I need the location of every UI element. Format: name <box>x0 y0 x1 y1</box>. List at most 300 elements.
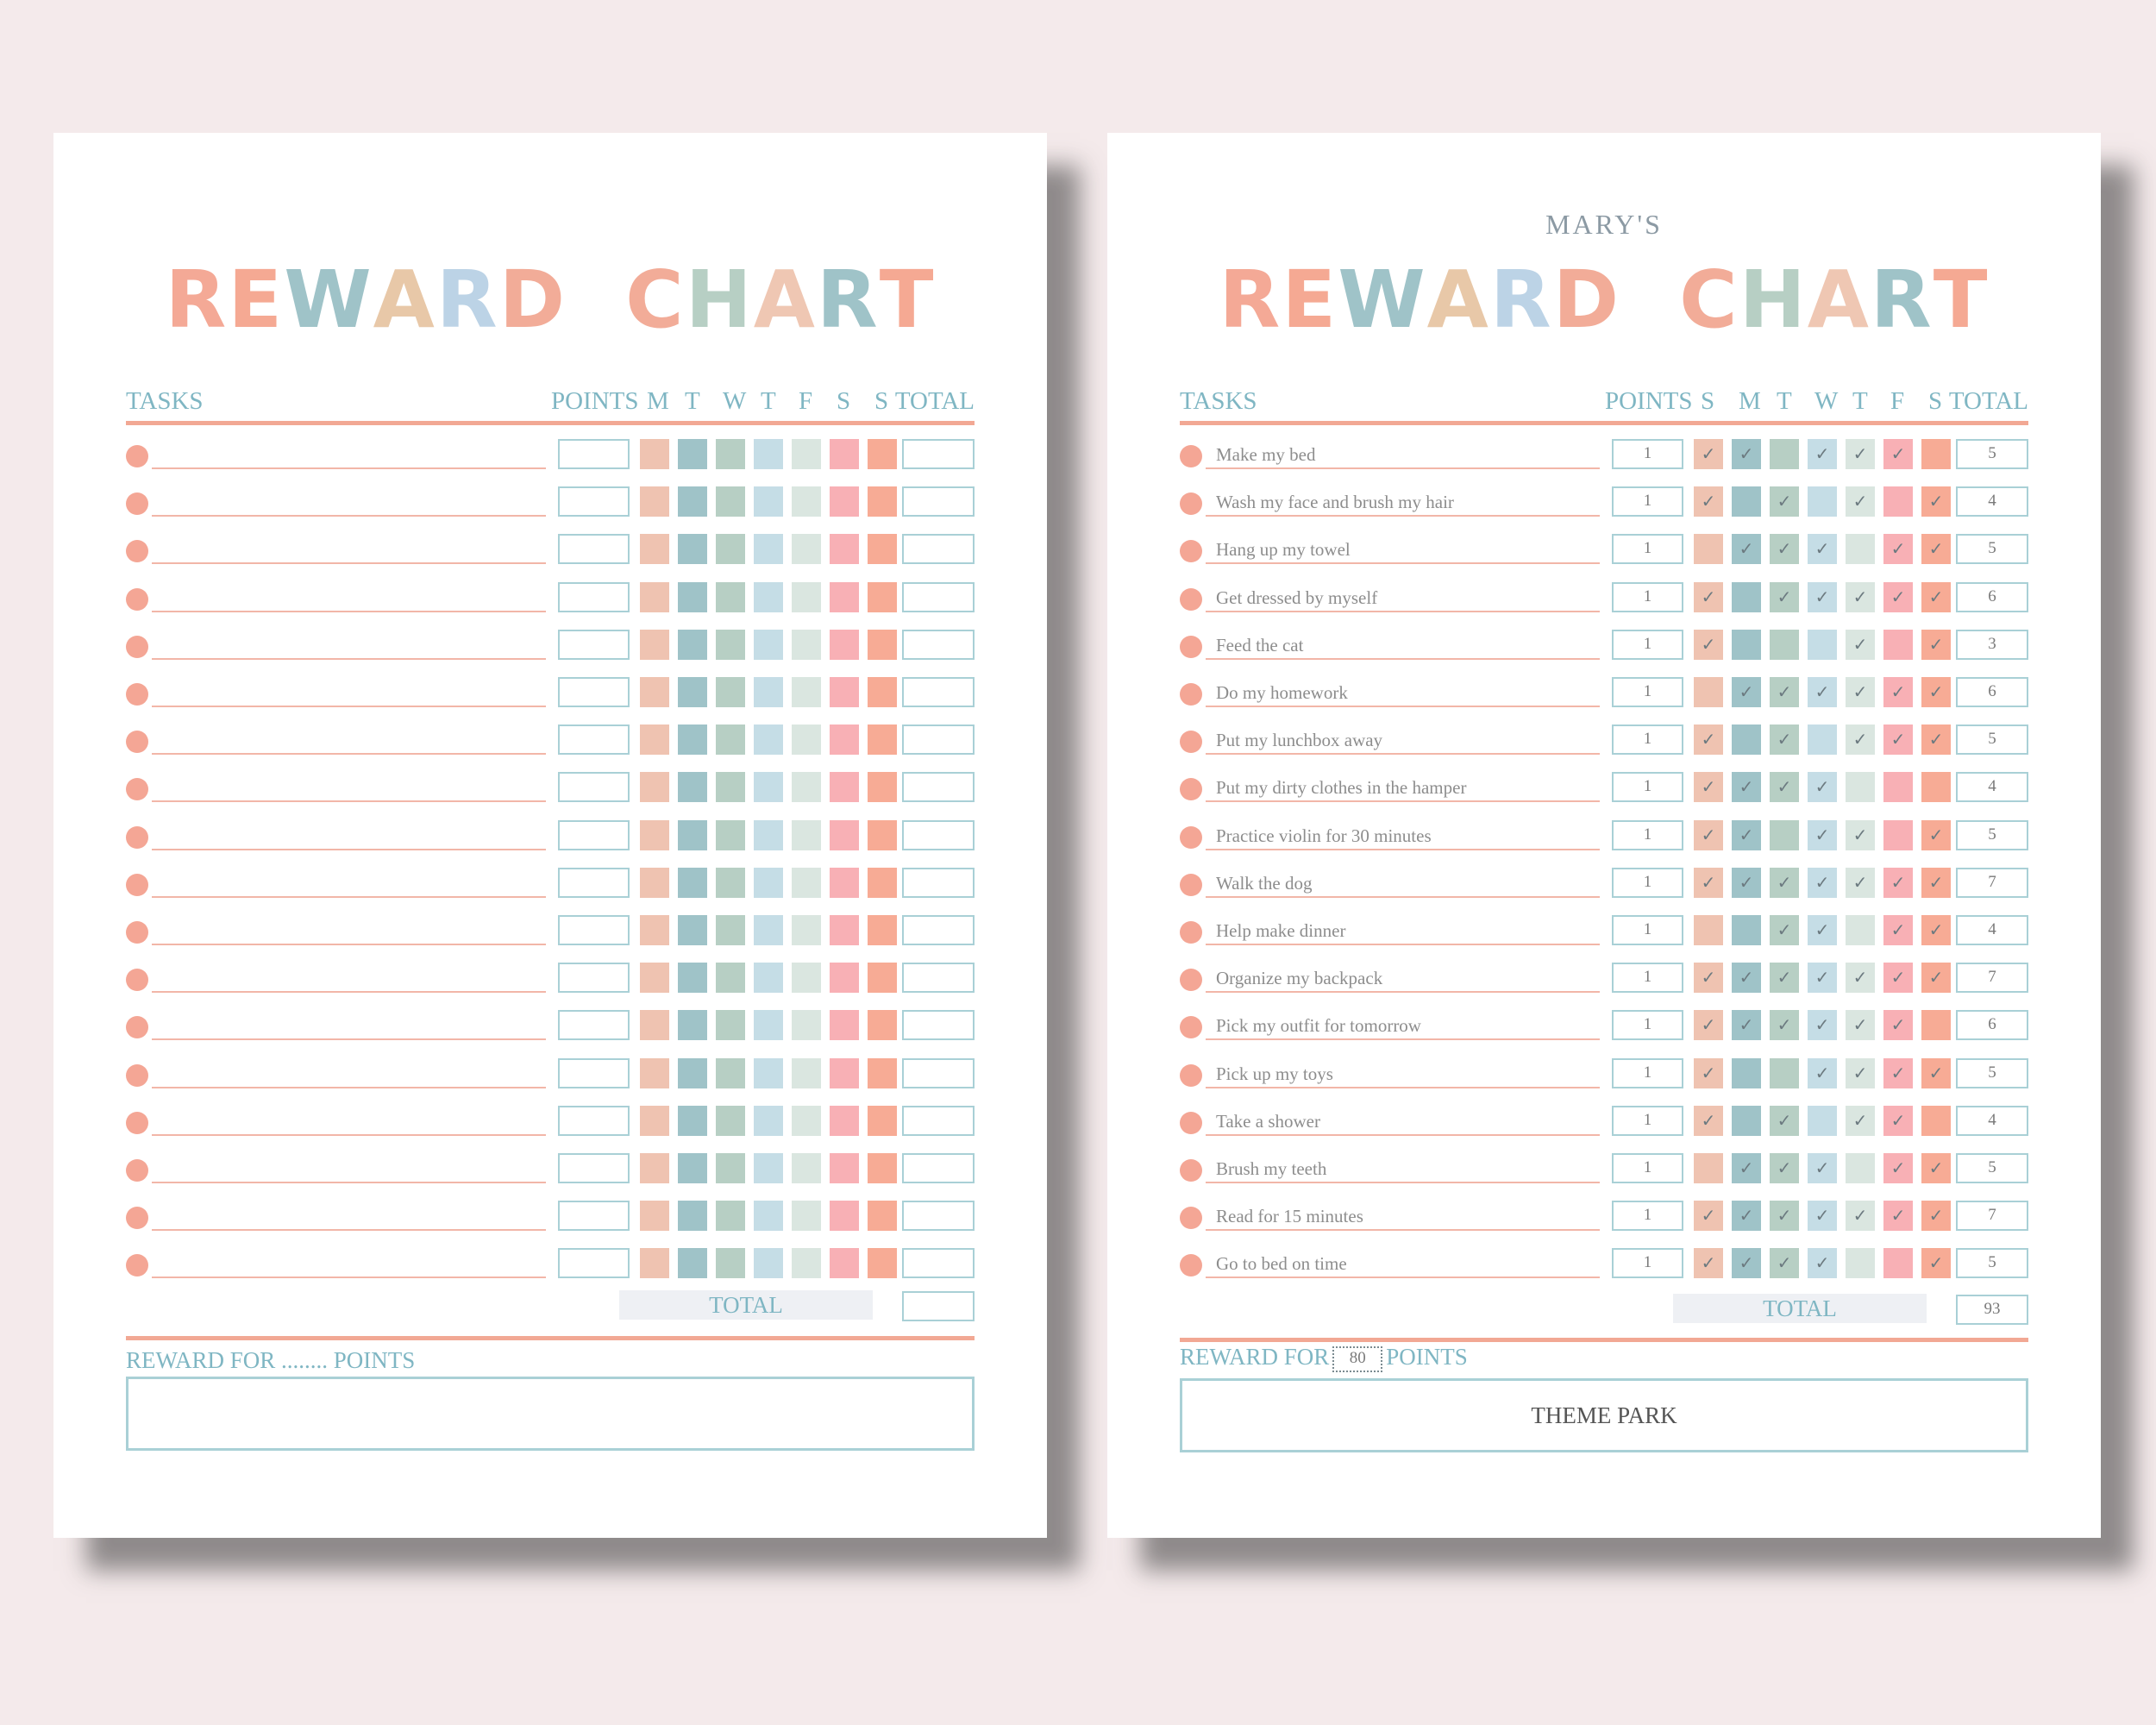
day-checkbox[interactable] <box>1694 915 1723 945</box>
day-checkbox[interactable] <box>830 534 859 564</box>
day-checkbox[interactable] <box>1883 486 1913 517</box>
points-box[interactable]: 1 <box>1612 724 1683 755</box>
points-box[interactable]: 1 <box>1612 630 1683 660</box>
day-checkbox[interactable]: ✓ <box>1921 1248 1951 1278</box>
day-checkbox[interactable] <box>678 1201 707 1231</box>
points-box[interactable] <box>558 1153 630 1183</box>
day-checkbox[interactable] <box>678 439 707 469</box>
points-box[interactable] <box>558 915 630 945</box>
day-checkbox[interactable] <box>678 1010 707 1040</box>
day-checkbox[interactable] <box>678 1058 707 1088</box>
day-checkbox[interactable] <box>716 1058 745 1088</box>
task-name[interactable] <box>152 1251 546 1278</box>
task-name[interactable] <box>152 1108 546 1136</box>
day-checkbox[interactable] <box>640 677 669 707</box>
day-checkbox[interactable]: ✓ <box>1732 534 1761 564</box>
row-total-box[interactable] <box>902 915 975 945</box>
row-total-box[interactable]: 5 <box>1956 439 2028 469</box>
row-total-box[interactable]: 5 <box>1956 1153 2028 1183</box>
day-checkbox[interactable] <box>830 677 859 707</box>
day-checkbox[interactable]: ✓ <box>1846 582 1875 612</box>
day-checkbox[interactable]: ✓ <box>1694 1248 1723 1278</box>
day-checkbox[interactable] <box>716 915 745 945</box>
reward-points-box[interactable]: 80 <box>1332 1346 1382 1372</box>
row-total-box[interactable] <box>902 486 975 517</box>
day-checkbox[interactable]: ✓ <box>1921 1153 1951 1183</box>
day-checkbox[interactable] <box>678 1106 707 1136</box>
day-checkbox[interactable]: ✓ <box>1694 1106 1723 1136</box>
day-checkbox[interactable] <box>754 1201 783 1231</box>
task-name[interactable]: Brush my teeth <box>1206 1156 1600 1183</box>
day-checkbox[interactable] <box>678 630 707 660</box>
day-checkbox[interactable] <box>1732 582 1761 612</box>
row-total-box[interactable]: 4 <box>1956 486 2028 517</box>
day-checkbox[interactable]: ✓ <box>1883 534 1913 564</box>
day-checkbox[interactable] <box>868 724 897 755</box>
row-total-box[interactable] <box>902 820 975 850</box>
day-checkbox[interactable] <box>1694 1153 1723 1183</box>
points-box[interactable] <box>558 630 630 660</box>
task-name[interactable] <box>152 775 546 802</box>
day-checkbox[interactable] <box>868 1248 897 1278</box>
row-total-box[interactable]: 7 <box>1956 963 2028 993</box>
points-box[interactable] <box>558 582 630 612</box>
day-checkbox[interactable]: ✓ <box>1694 1201 1723 1231</box>
day-checkbox[interactable] <box>754 582 783 612</box>
day-checkbox[interactable] <box>716 820 745 850</box>
day-checkbox[interactable]: ✓ <box>1770 868 1799 898</box>
day-checkbox[interactable] <box>754 772 783 802</box>
row-total-box[interactable] <box>902 1106 975 1136</box>
row-total-box[interactable] <box>902 1153 975 1183</box>
row-total-box[interactable] <box>902 724 975 755</box>
day-checkbox[interactable] <box>792 724 821 755</box>
day-checkbox[interactable] <box>830 963 859 993</box>
day-checkbox[interactable] <box>868 1058 897 1088</box>
day-checkbox[interactable]: ✓ <box>1921 963 1951 993</box>
row-total-box[interactable]: 7 <box>1956 868 2028 898</box>
day-checkbox[interactable] <box>830 1248 859 1278</box>
day-checkbox[interactable]: ✓ <box>1808 677 1837 707</box>
row-total-box[interactable]: 5 <box>1956 1058 2028 1088</box>
task-name[interactable]: Go to bed on time <box>1206 1251 1600 1278</box>
points-box[interactable]: 1 <box>1612 582 1683 612</box>
day-checkbox[interactable] <box>716 868 745 898</box>
day-checkbox[interactable] <box>1808 724 1837 755</box>
day-checkbox[interactable]: ✓ <box>1732 1010 1761 1040</box>
day-checkbox[interactable]: ✓ <box>1883 439 1913 469</box>
day-checkbox[interactable] <box>830 582 859 612</box>
day-checkbox[interactable] <box>640 724 669 755</box>
day-checkbox[interactable] <box>716 772 745 802</box>
day-checkbox[interactable]: ✓ <box>1770 963 1799 993</box>
points-box[interactable]: 1 <box>1612 1058 1683 1088</box>
day-checkbox[interactable] <box>830 772 859 802</box>
day-checkbox[interactable] <box>792 1248 821 1278</box>
day-checkbox[interactable] <box>868 630 897 660</box>
task-name[interactable]: Walk the dog <box>1206 870 1600 898</box>
points-box[interactable]: 1 <box>1612 486 1683 517</box>
day-checkbox[interactable]: ✓ <box>1808 1201 1837 1231</box>
task-name[interactable] <box>152 1061 546 1088</box>
day-checkbox[interactable]: ✓ <box>1732 677 1761 707</box>
reward-points-blank[interactable]: ........ <box>281 1347 329 1373</box>
day-checkbox[interactable] <box>868 820 897 850</box>
day-checkbox[interactable] <box>1883 630 1913 660</box>
day-checkbox[interactable] <box>792 868 821 898</box>
day-checkbox[interactable] <box>716 677 745 707</box>
day-checkbox[interactable]: ✓ <box>1808 1153 1837 1183</box>
day-checkbox[interactable] <box>792 963 821 993</box>
day-checkbox[interactable]: ✓ <box>1694 820 1723 850</box>
day-checkbox[interactable] <box>716 486 745 517</box>
day-checkbox[interactable] <box>868 868 897 898</box>
points-box[interactable] <box>558 868 630 898</box>
task-name[interactable] <box>152 489 546 517</box>
day-checkbox[interactable]: ✓ <box>1694 630 1723 660</box>
row-total-box[interactable]: 6 <box>1956 1010 2028 1040</box>
day-checkbox[interactable] <box>792 1058 821 1088</box>
day-checkbox[interactable]: ✓ <box>1770 486 1799 517</box>
day-checkbox[interactable]: ✓ <box>1732 820 1761 850</box>
day-checkbox[interactable]: ✓ <box>1694 439 1723 469</box>
day-checkbox[interactable] <box>678 486 707 517</box>
day-checkbox[interactable]: ✓ <box>1770 772 1799 802</box>
day-checkbox[interactable] <box>716 1201 745 1231</box>
day-checkbox[interactable] <box>678 820 707 850</box>
task-name[interactable] <box>152 965 546 993</box>
task-name[interactable] <box>152 870 546 898</box>
task-name[interactable] <box>152 680 546 707</box>
points-box[interactable] <box>558 820 630 850</box>
day-checkbox[interactable] <box>754 820 783 850</box>
day-checkbox[interactable]: ✓ <box>1808 772 1837 802</box>
points-box[interactable]: 1 <box>1612 868 1683 898</box>
day-checkbox[interactable]: ✓ <box>1921 534 1951 564</box>
day-checkbox[interactable] <box>792 630 821 660</box>
row-total-box[interactable] <box>902 582 975 612</box>
row-total-box[interactable]: 4 <box>1956 915 2028 945</box>
day-checkbox[interactable] <box>1921 439 1951 469</box>
day-checkbox[interactable] <box>830 486 859 517</box>
day-checkbox[interactable]: ✓ <box>1883 1010 1913 1040</box>
day-checkbox[interactable] <box>792 582 821 612</box>
day-checkbox[interactable] <box>1846 915 1875 945</box>
points-box[interactable]: 1 <box>1612 1153 1683 1183</box>
row-total-box[interactable] <box>902 534 975 564</box>
day-checkbox[interactable]: ✓ <box>1921 1058 1951 1088</box>
row-total-box[interactable]: 4 <box>1956 772 2028 802</box>
day-checkbox[interactable] <box>1694 534 1723 564</box>
day-checkbox[interactable] <box>716 630 745 660</box>
day-checkbox[interactable] <box>716 439 745 469</box>
day-checkbox[interactable]: ✓ <box>1770 1201 1799 1231</box>
day-checkbox[interactable]: ✓ <box>1883 1058 1913 1088</box>
row-total-box[interactable]: 6 <box>1956 582 2028 612</box>
day-checkbox[interactable] <box>868 1010 897 1040</box>
day-checkbox[interactable]: ✓ <box>1846 1201 1875 1231</box>
day-checkbox[interactable]: ✓ <box>1846 724 1875 755</box>
points-box[interactable] <box>558 1248 630 1278</box>
day-checkbox[interactable]: ✓ <box>1846 439 1875 469</box>
day-checkbox[interactable] <box>868 772 897 802</box>
day-checkbox[interactable] <box>678 724 707 755</box>
day-checkbox[interactable] <box>868 1106 897 1136</box>
points-box[interactable]: 1 <box>1612 1201 1683 1231</box>
day-checkbox[interactable] <box>868 963 897 993</box>
row-total-box[interactable] <box>902 868 975 898</box>
day-checkbox[interactable]: ✓ <box>1846 963 1875 993</box>
day-checkbox[interactable]: ✓ <box>1808 820 1837 850</box>
row-total-box[interactable]: 5 <box>1956 724 2028 755</box>
day-checkbox[interactable] <box>830 1106 859 1136</box>
day-checkbox[interactable]: ✓ <box>1846 820 1875 850</box>
day-checkbox[interactable] <box>830 915 859 945</box>
day-checkbox[interactable]: ✓ <box>1694 868 1723 898</box>
row-total-box[interactable]: 6 <box>1956 677 2028 707</box>
task-name[interactable] <box>152 1013 546 1040</box>
row-total-box[interactable] <box>902 1010 975 1040</box>
row-total-box[interactable] <box>902 677 975 707</box>
day-checkbox[interactable]: ✓ <box>1883 915 1913 945</box>
day-checkbox[interactable] <box>792 820 821 850</box>
row-total-box[interactable]: 5 <box>1956 820 2028 850</box>
day-checkbox[interactable] <box>868 1201 897 1231</box>
day-checkbox[interactable]: ✓ <box>1694 486 1723 517</box>
day-checkbox[interactable] <box>1770 630 1799 660</box>
day-checkbox[interactable]: ✓ <box>1808 439 1837 469</box>
points-box[interactable]: 1 <box>1612 1248 1683 1278</box>
day-checkbox[interactable] <box>754 439 783 469</box>
day-checkbox[interactable] <box>868 439 897 469</box>
day-checkbox[interactable]: ✓ <box>1732 1153 1761 1183</box>
day-checkbox[interactable]: ✓ <box>1770 724 1799 755</box>
day-checkbox[interactable]: ✓ <box>1883 1106 1913 1136</box>
day-checkbox[interactable] <box>754 1010 783 1040</box>
day-checkbox[interactable] <box>868 486 897 517</box>
task-name[interactable]: Feed the cat <box>1206 632 1600 660</box>
points-box[interactable] <box>558 486 630 517</box>
day-checkbox[interactable] <box>678 772 707 802</box>
day-checkbox[interactable] <box>1921 1106 1951 1136</box>
task-name[interactable]: Put my lunchbox away <box>1206 727 1600 755</box>
day-checkbox[interactable] <box>792 1201 821 1231</box>
day-checkbox[interactable]: ✓ <box>1883 1153 1913 1183</box>
points-box[interactable] <box>558 1058 630 1088</box>
points-box[interactable]: 1 <box>1612 439 1683 469</box>
day-checkbox[interactable] <box>678 534 707 564</box>
day-checkbox[interactable]: ✓ <box>1770 534 1799 564</box>
day-checkbox[interactable] <box>1846 1153 1875 1183</box>
day-checkbox[interactable]: ✓ <box>1846 868 1875 898</box>
day-checkbox[interactable] <box>1846 534 1875 564</box>
day-checkbox[interactable] <box>1921 1010 1951 1040</box>
day-checkbox[interactable] <box>1883 772 1913 802</box>
day-checkbox[interactable] <box>678 1153 707 1183</box>
day-checkbox[interactable] <box>640 1153 669 1183</box>
day-checkbox[interactable] <box>1921 772 1951 802</box>
day-checkbox[interactable] <box>716 1153 745 1183</box>
task-name[interactable]: Wash my face and brush my hair <box>1206 489 1600 517</box>
day-checkbox[interactable]: ✓ <box>1921 1201 1951 1231</box>
day-checkbox[interactable] <box>792 1106 821 1136</box>
points-box[interactable] <box>558 677 630 707</box>
day-checkbox[interactable]: ✓ <box>1694 582 1723 612</box>
day-checkbox[interactable] <box>678 677 707 707</box>
day-checkbox[interactable]: ✓ <box>1883 963 1913 993</box>
task-name[interactable] <box>152 823 546 850</box>
points-box[interactable] <box>558 1106 630 1136</box>
points-box[interactable]: 1 <box>1612 677 1683 707</box>
points-box[interactable]: 1 <box>1612 534 1683 564</box>
day-checkbox[interactable] <box>716 1010 745 1040</box>
day-checkbox[interactable] <box>830 1201 859 1231</box>
day-checkbox[interactable]: ✓ <box>1694 963 1723 993</box>
day-checkbox[interactable]: ✓ <box>1921 630 1951 660</box>
day-checkbox[interactable] <box>716 963 745 993</box>
day-checkbox[interactable] <box>754 868 783 898</box>
day-checkbox[interactable] <box>792 439 821 469</box>
points-box[interactable] <box>558 439 630 469</box>
day-checkbox[interactable] <box>792 1153 821 1183</box>
task-name[interactable] <box>152 585 546 612</box>
day-checkbox[interactable]: ✓ <box>1921 677 1951 707</box>
day-checkbox[interactable] <box>1883 1248 1913 1278</box>
reward-box[interactable] <box>126 1377 975 1451</box>
day-checkbox[interactable] <box>716 534 745 564</box>
day-checkbox[interactable] <box>754 915 783 945</box>
day-checkbox[interactable]: ✓ <box>1846 630 1875 660</box>
row-total-box[interactable]: 5 <box>1956 1248 2028 1278</box>
day-checkbox[interactable] <box>640 915 669 945</box>
day-checkbox[interactable] <box>640 486 669 517</box>
task-name[interactable]: Do my homework <box>1206 680 1600 707</box>
row-total-box[interactable] <box>902 439 975 469</box>
day-checkbox[interactable] <box>792 677 821 707</box>
day-checkbox[interactable]: ✓ <box>1732 868 1761 898</box>
day-checkbox[interactable]: ✓ <box>1808 1248 1837 1278</box>
day-checkbox[interactable]: ✓ <box>1846 1010 1875 1040</box>
day-checkbox[interactable]: ✓ <box>1883 677 1913 707</box>
day-checkbox[interactable] <box>678 582 707 612</box>
day-checkbox[interactable] <box>640 820 669 850</box>
day-checkbox[interactable] <box>868 582 897 612</box>
day-checkbox[interactable]: ✓ <box>1770 1106 1799 1136</box>
task-name[interactable]: Organize my backpack <box>1206 965 1600 993</box>
day-checkbox[interactable]: ✓ <box>1732 439 1761 469</box>
day-checkbox[interactable]: ✓ <box>1846 1058 1875 1088</box>
day-checkbox[interactable] <box>868 1153 897 1183</box>
points-box[interactable] <box>558 772 630 802</box>
day-checkbox[interactable] <box>678 1248 707 1278</box>
day-checkbox[interactable] <box>830 630 859 660</box>
day-checkbox[interactable] <box>830 1058 859 1088</box>
day-checkbox[interactable] <box>1846 1248 1875 1278</box>
day-checkbox[interactable]: ✓ <box>1694 1010 1723 1040</box>
task-name[interactable] <box>152 1203 546 1231</box>
day-checkbox[interactable]: ✓ <box>1808 963 1837 993</box>
day-checkbox[interactable]: ✓ <box>1883 724 1913 755</box>
day-checkbox[interactable]: ✓ <box>1921 868 1951 898</box>
day-checkbox[interactable] <box>640 963 669 993</box>
day-checkbox[interactable]: ✓ <box>1808 1010 1837 1040</box>
day-checkbox[interactable] <box>868 534 897 564</box>
row-total-box[interactable] <box>902 630 975 660</box>
points-box[interactable]: 1 <box>1612 915 1683 945</box>
day-checkbox[interactable] <box>640 439 669 469</box>
points-box[interactable]: 1 <box>1612 820 1683 850</box>
points-box[interactable] <box>558 1201 630 1231</box>
day-checkbox[interactable]: ✓ <box>1770 915 1799 945</box>
task-name[interactable]: Help make dinner <box>1206 918 1600 945</box>
day-checkbox[interactable]: ✓ <box>1732 1201 1761 1231</box>
day-checkbox[interactable] <box>830 868 859 898</box>
row-total-box[interactable]: 4 <box>1956 1106 2028 1136</box>
points-box[interactable] <box>558 1010 630 1040</box>
day-checkbox[interactable] <box>716 1106 745 1136</box>
task-name[interactable] <box>152 1156 546 1183</box>
day-checkbox[interactable] <box>1732 915 1761 945</box>
day-checkbox[interactable] <box>792 1010 821 1040</box>
day-checkbox[interactable]: ✓ <box>1808 915 1837 945</box>
day-checkbox[interactable] <box>868 915 897 945</box>
day-checkbox[interactable] <box>754 724 783 755</box>
day-checkbox[interactable] <box>1808 486 1837 517</box>
day-checkbox[interactable] <box>1694 677 1723 707</box>
day-checkbox[interactable] <box>754 630 783 660</box>
day-checkbox[interactable]: ✓ <box>1921 820 1951 850</box>
day-checkbox[interactable] <box>716 724 745 755</box>
day-checkbox[interactable] <box>1770 1058 1799 1088</box>
day-checkbox[interactable] <box>716 1248 745 1278</box>
task-name[interactable]: Take a shower <box>1206 1108 1600 1136</box>
task-name[interactable]: Read for 15 minutes <box>1206 1203 1600 1231</box>
day-checkbox[interactable] <box>792 534 821 564</box>
day-checkbox[interactable] <box>640 1010 669 1040</box>
day-checkbox[interactable] <box>868 677 897 707</box>
points-box[interactable] <box>558 534 630 564</box>
points-box[interactable]: 1 <box>1612 963 1683 993</box>
grand-total-box[interactable]: 93 <box>1956 1295 2028 1325</box>
day-checkbox[interactable]: ✓ <box>1770 1248 1799 1278</box>
task-name[interactable] <box>152 918 546 945</box>
day-checkbox[interactable] <box>640 1106 669 1136</box>
task-name[interactable]: Pick my outfit for tomorrow <box>1206 1013 1600 1040</box>
day-checkbox[interactable]: ✓ <box>1883 868 1913 898</box>
day-checkbox[interactable] <box>754 1153 783 1183</box>
day-checkbox[interactable] <box>754 1248 783 1278</box>
task-name[interactable] <box>152 632 546 660</box>
grand-total-box[interactable] <box>902 1291 975 1321</box>
day-checkbox[interactable] <box>640 772 669 802</box>
day-checkbox[interactable] <box>792 772 821 802</box>
day-checkbox[interactable]: ✓ <box>1846 1106 1875 1136</box>
task-name[interactable] <box>152 442 546 469</box>
points-box[interactable]: 1 <box>1612 1010 1683 1040</box>
day-checkbox[interactable]: ✓ <box>1694 724 1723 755</box>
day-checkbox[interactable] <box>1732 724 1761 755</box>
row-total-box[interactable] <box>902 963 975 993</box>
day-checkbox[interactable] <box>640 630 669 660</box>
day-checkbox[interactable] <box>754 486 783 517</box>
row-total-box[interactable] <box>902 772 975 802</box>
day-checkbox[interactable]: ✓ <box>1921 724 1951 755</box>
day-checkbox[interactable] <box>1808 630 1837 660</box>
day-checkbox[interactable] <box>640 582 669 612</box>
day-checkbox[interactable] <box>640 1058 669 1088</box>
task-name[interactable]: Hang up my towel <box>1206 536 1600 564</box>
day-checkbox[interactable] <box>678 868 707 898</box>
